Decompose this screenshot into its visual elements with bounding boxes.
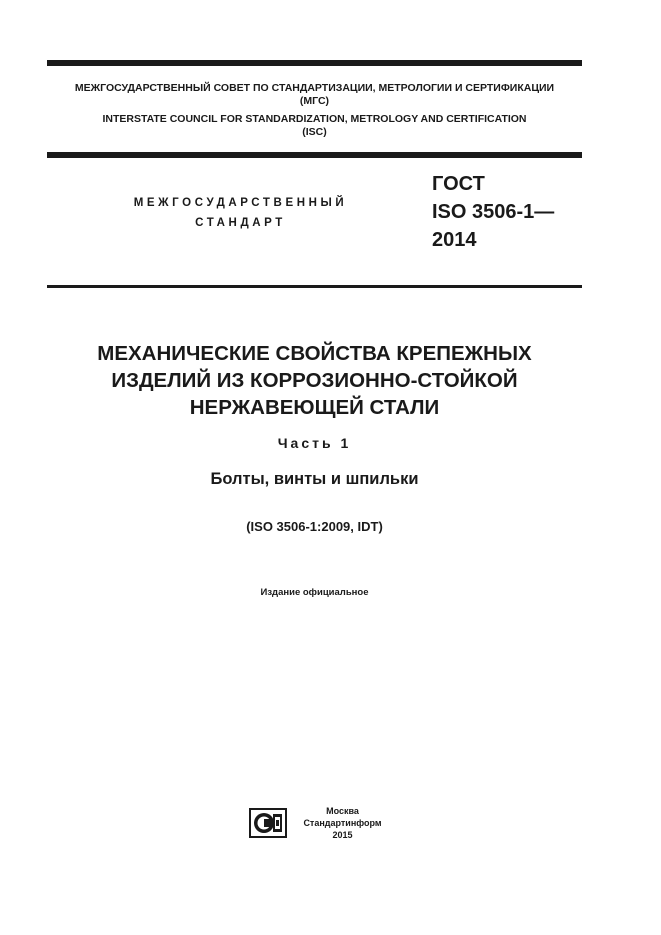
council-name-en [47,113,582,139]
title-line2: ИЗДЕЛИЙ ИЗ КОРРОЗИОННО-СТОЙКОЙ [111,369,518,392]
council-ru-line2: (МГС) [299,95,330,107]
gost-line1: ГОСТ [432,173,485,195]
bottom-rule [47,285,582,288]
publisher-imprint [300,805,385,841]
publisher-year: 2015 [332,830,353,840]
middle-rule [47,152,582,158]
top-rule [47,60,582,66]
edition-note: Издание официальное [260,587,369,598]
council-name-ru [47,82,582,108]
title-line3: НЕРЖАВЕЮЩЕЙ СТАЛИ [189,396,440,419]
document-subtitle: Болты, винты и шпильки [210,470,419,488]
gost-designation [432,170,554,254]
gost-line3: 2014 [432,229,477,251]
publisher-name: Стандартинформ [303,818,382,828]
council-en-line1: INTERSTATE COUNCIL FOR STANDARDIZATION, METROLOGY AND CERTIFICATION [102,113,527,125]
part-number: Часть 1 [277,435,352,451]
council-ru-line1: МЕЖГОСУДАРСТВЕННЫЙ СОВЕТ ПО СТАНДАРТИЗАЦИИ, МЕТРОЛОГИИ И СЕРТИФИКАЦИИ [74,82,555,94]
publisher-city: Москва [326,806,359,816]
document-title [47,340,582,421]
standartinform-logo-icon [249,808,287,838]
title-line1: МЕХАНИЧЕСКИЕ СВОЙСТВА КРЕПЕЖНЫХ [97,342,532,365]
iso-reference: (ISO 3506-1:2009, IDT) [246,519,383,534]
standard-type-line1: МЕЖГОСУДАРСТВЕННЫЙ [133,197,348,209]
standard-type-line2: СТАНДАРТ [195,217,286,229]
standard-type [118,193,363,233]
council-en-line2: (ISC) [302,126,327,138]
gost-line2: ISO 3506-1— [432,201,555,223]
